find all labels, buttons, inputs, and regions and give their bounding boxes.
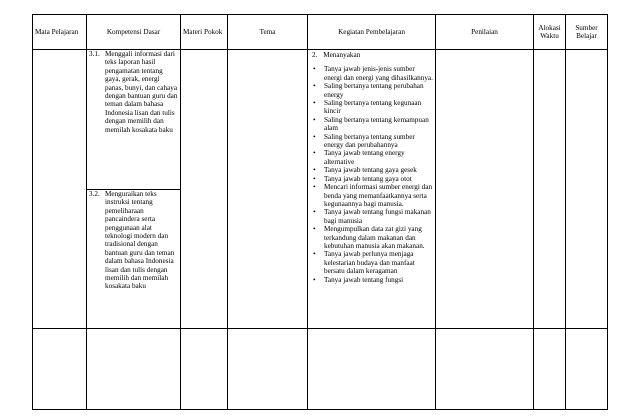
list-item: • Tanya jawab tentang fungsi xyxy=(320,276,433,284)
cell-penilaian xyxy=(436,50,534,329)
kegiatan-title: Menanyakan xyxy=(323,51,361,59)
empty-cell xyxy=(87,329,181,410)
cell-kd-1 xyxy=(87,50,181,190)
header-mata-pelajaran: Mata Pelajaran xyxy=(33,15,87,50)
empty-cell xyxy=(566,329,608,410)
kd-text: Menggali informasi dari teks laporan hasil pengamatan tentang gaya, gerak, energi panas, bunyi, dan cahaya dengan bantuan guru dan teman dalam bahasa Indonesia lisan dan tulis dengan memilih dan memilah kosakata baku xyxy=(105,50,178,134)
kegiatan-number: 2. xyxy=(312,51,318,59)
cell-materi-pokok xyxy=(181,50,228,329)
list-item: • Tanya jawab tentang gaya gesek xyxy=(320,166,433,174)
list-item: • Saling bertanya tentang perubahan energy xyxy=(320,82,433,99)
empty-cell xyxy=(534,329,566,410)
cell-alokasi-waktu xyxy=(534,50,566,329)
list-item: • Tanya jawab tentang energy alternative xyxy=(320,149,433,166)
header-kegiatan-pembelajaran: Kegiatan Pembelajaran xyxy=(308,15,436,50)
kd-number: 3.2. xyxy=(89,190,100,198)
list-item: • Saling bertanya tentang sumber energy dan perubahannya xyxy=(320,133,433,150)
empty-cell xyxy=(436,329,534,410)
table-row xyxy=(33,50,608,190)
header-alokasi-waktu: Alokasi Waktu xyxy=(534,15,566,50)
header-penilaian: Penilaian xyxy=(436,15,534,50)
syllabus-table xyxy=(32,14,608,410)
kd-text: Menguraikan teks instruksi tentang pemeliharaan pancaindera serta penggunaan alat teknologi modern dan tradisional dengan bantuan guru dan teman dalam bahasa Indonesia lisan dan tulis dengan memilih dan memilah kosakata baku xyxy=(105,190,175,291)
cell-kegiatan xyxy=(308,50,436,329)
cell-sumber-belajar xyxy=(566,50,608,329)
list-item: • Tanya jawab perlunya menjaga kelestarian budaya dan manfaat bersatu dalam keragaman xyxy=(320,250,433,275)
list-item: • Tanya jawab tentang fungsi makanan bagi manusia xyxy=(320,208,433,225)
kd-number: 3.1. xyxy=(89,50,100,58)
list-item: • Mengumpulkan data zat gizi yang terkandung dalam makanan dan kebutuhan manusia akan makanan. xyxy=(320,225,433,250)
list-item: • Tanya jawab tentang gaya otot xyxy=(320,175,433,183)
header-kompetensi-dasar: Kompetensi Dasar xyxy=(87,15,181,50)
header-sumber-belajar: Sumber Belajar xyxy=(566,15,608,50)
header-materi-pokok: Materi Pokok xyxy=(181,15,228,50)
empty-cell xyxy=(308,329,436,410)
cell-mata-pelajaran xyxy=(33,50,87,329)
header-tema: Tema xyxy=(228,15,308,50)
list-item: • Saling bertanya tentang kegunaan kincir xyxy=(320,99,433,116)
empty-cell xyxy=(181,329,228,410)
table-row xyxy=(33,329,608,410)
kegiatan-list xyxy=(310,65,433,284)
empty-cell xyxy=(33,329,87,410)
header-row xyxy=(33,15,608,50)
list-item: • Saling bertanya tentang kemampuan alam xyxy=(320,116,433,133)
list-item: • Tanya jawab jenis-jenis sumber energi dan energi yang dihasilkannya. xyxy=(320,65,433,82)
cell-tema xyxy=(228,50,308,329)
cell-kd-2 xyxy=(87,190,181,329)
empty-cell xyxy=(228,329,308,410)
list-item: • Mencari informasi sumber energi dan benda yang memanfaatkannya serta kegunaannya bagi manusia. xyxy=(320,183,433,208)
